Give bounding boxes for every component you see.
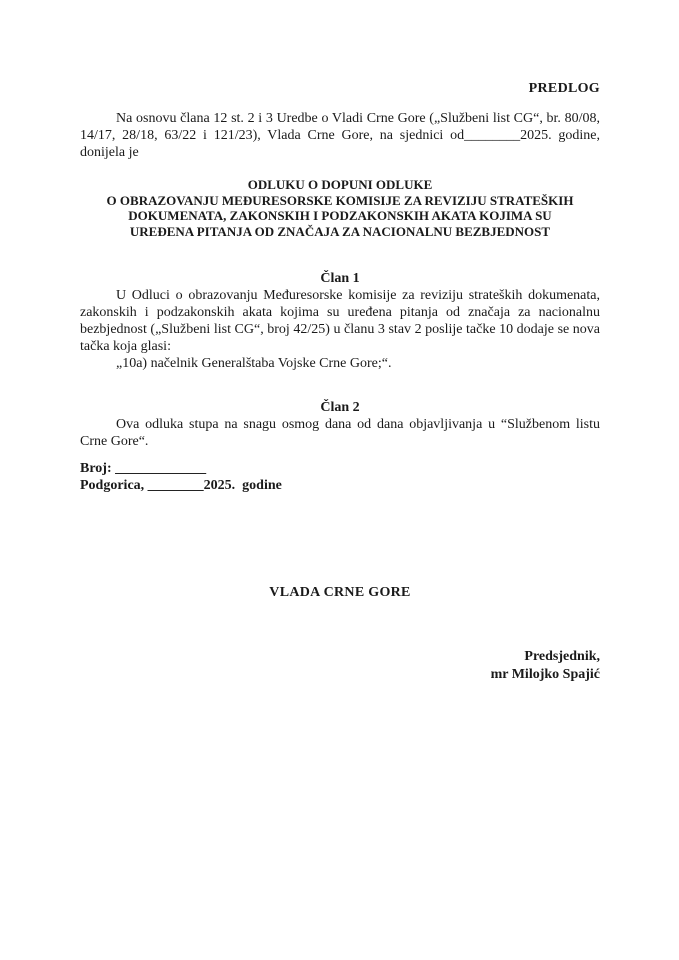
decision-title-line-1: ODLUKU O DOPUNI ODLUKE [247, 177, 433, 192]
decision-title-line-4: UREĐENA PITANJA OD ZNAČAJA ZA NACIONALNU BEZBJEDNOST [129, 223, 551, 239]
article-2-heading: Član 2 [320, 400, 360, 415]
signature-name: mr Milojko Spajić [490, 666, 600, 682]
issuer-name: VLADA CRNE GORE [269, 585, 411, 600]
signature-role: Predsjednik, [524, 649, 600, 664]
number-line: Broj: _____________ [80, 461, 207, 476]
doc-type-label: PREDLOG [528, 81, 600, 96]
signature-block [80, 648, 600, 683]
place-date-line: Podgorica, ________2025. godine [80, 478, 282, 493]
article-1-paragraph: U Odluci o obrazovanju Međuresorske komisije za reviziju strateških dokumenata, zakonskih i podzakonskih akata kojima su uređena pitanja od značaja za nacionalnu bezbjednost („Službeni list CG“, broj 42/25) u članu 3 stav 2 poslije tačke 10 dodaje se nova tačka koja glasi: [80, 288, 600, 354]
decision-title-line-2: O OBRAZOVANJU MEĐURESORSKE KOMISIJE ZA REVIZIJU STRATEŠKIH [106, 192, 574, 208]
intro-paragraph: Na osnovu člana 12 st. 2 i 3 Uredbe o Vladi Crne Gore („Službeni list CG“, br. 80/08, 14/17, 28/18, 63/22 i 121/23), Vlada Crne Gore, na sjednici od________2025. godine, donijela je [80, 111, 600, 160]
article-1-item-10a: „10a) načelnik Generalštaba Vojske Crne Gore;“. [116, 356, 392, 371]
decision-title [80, 177, 600, 239]
article-1-heading: Član 1 [320, 271, 360, 286]
decision-title-line-3: DOKUMENATA, ZAKONSKIH I PODZAKONSKIH AKATA KOJIMA SU [128, 208, 552, 223]
article-2-paragraph: Ova odluka stupa na snagu osmog dana od dana objavljivanja u “Službenom listu Crne Gore“. [80, 417, 600, 449]
